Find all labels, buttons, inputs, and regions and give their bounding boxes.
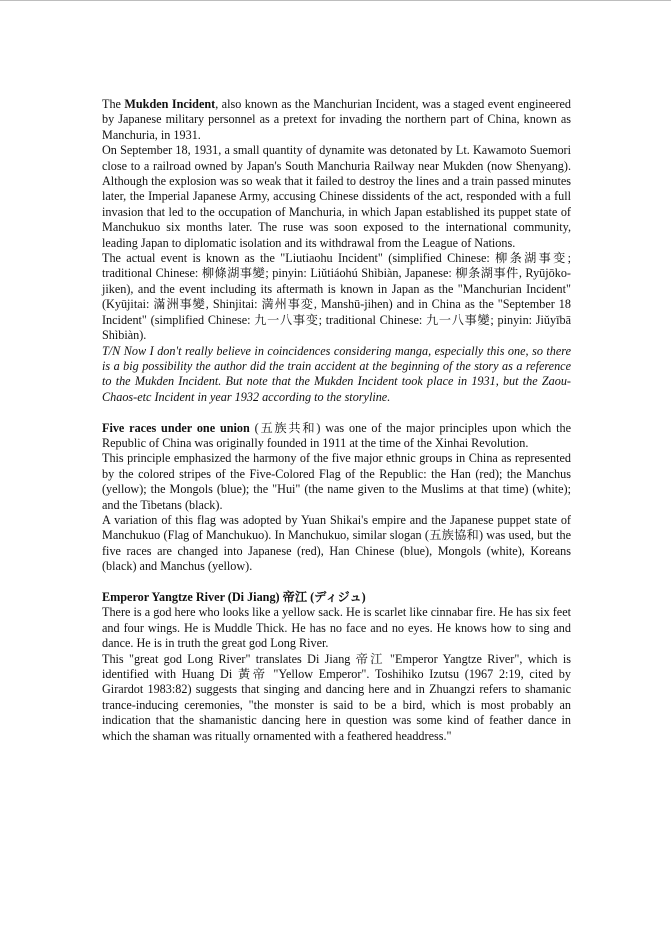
- section-spacer: [102, 575, 571, 590]
- paragraph: A variation of this flag was adopted by Yuan Shikai's empire and the Japanese puppet state of Manchukuo (Flag of Manchukuo). In Manchukuo, similar slogan (五族協和) was used, but the five races are changed into Japanese (red), Han Chinese (blue), Mongols (white), Koreans (black) and Manchus (yellow).: [102, 512, 571, 574]
- term-mukden-incident: Mukden Incident: [124, 97, 216, 111]
- section-heading: Emperor Yangtze River (Di Jiang) 帝江 (ディジュ): [102, 589, 366, 604]
- top-border: [0, 0, 671, 1]
- term-five-races: Five races under one union: [102, 420, 250, 435]
- section-mukden-incident: [102, 97, 571, 405]
- section-spacer: [102, 405, 571, 420]
- document-body: [102, 97, 571, 744]
- paragraph: The Mukden Incident, also known as the Manchurian Incident, was a staged event engineered by Japanese military personnel as a pretext for invading the northern part of China, known as Manchuria, in 1931.: [102, 97, 572, 142]
- paragraph: The actual event is known as the "Liutiaohu Incident" (simplified Chinese: 柳条湖事变; traditional Chinese: 柳條湖事變; pinyin: Liǔtiáohú Shìbiàn, Japanese: 柳条湖事件, Ryūjōko-jiken), and the event including its aftermath is known in Japan as the "Manchurian Incident" (Kyūjitai: 滿洲事變, Shinjitai: 満州事変, Manshū-jihen) and in China as the "September 18 Incident" (simplified Chinese: 九一八事变; traditional Chinese: 九一八事變; pinyin: Jiǔyībā Shìbiàn).: [102, 251, 571, 343]
- paragraph: This principle emphasized the harmony of the five major ethnic groups in China as represented by the colored stripes of the Five-Colored Flag of the Republic: the Han (red); the Manchus (yellow); the Mongols (blue); the "Hui" (the name given to the Muslims at that time) (white); and the Tibetans (black).: [102, 451, 571, 512]
- paragraph: On September 18, 1931, a small quantity of dynamite was detonated by Lt. Kawamoto Suemori close to a railroad owned by Japan's South Manchuria Railway near Mukden (now Shenyang). Although the explosion was so weak that it failed to destroy the lines and a train passed minutes later, the Imperial Japanese Army, accusing Chinese dissidents of the act, responded with a full invasion that led to the occupation of Manchuria, in which Japan established its puppet state of Manchukuo six months later. The ruse was soon exposed to the international community, leading Japan to diplomatic isolation and its withdrawal from the League of Nations.: [102, 143, 571, 250]
- section-five-races: [102, 421, 571, 575]
- translator-note: T/N Now I don't really believe in coincidences considering manga, especially this one, so there is a big possibility the author did the train accident at the beginning of the story as a reference to the Mukden Incident. But note that the Mukden Incident took place in 1931, but the Zaou-Chaos-etc Incident in year 1932 according to the storyline.: [102, 343, 571, 404]
- paragraph: This "great god Long River" translates Di Jiang 帝江 "Emperor Yangtze River", which is identified with Huang Di 黃帝 "Yellow Emperor". Toshihiko Izutsu (1967 2:19, cited by Girardot 1983:82) suggests that singing and dancing here and in Zhuangzi refers to shamanic trance-inducing ceremonies, "the monster is said to be a bird, which is most probably an indication that the shamanistic dancing here in question was some kind of feather dance in which the shaman was ritually ornamented with a feathered headdress.": [102, 651, 571, 743]
- paragraph: There is a god here who looks like a yellow sack. He is scarlet like cinnabar fire. He has six feet and four wings. He is Muddle Thick. He has no face and no eyes. He knows how to sing and dance. He is in truth the great god Long River.: [102, 605, 571, 651]
- paragraph: Five races under one union (五族共和) was one of the major principles upon which the Republic of China was originally founded in 1911 at the time of the Xinhai Revolution.: [102, 420, 571, 450]
- section-di-jiang: [102, 590, 571, 744]
